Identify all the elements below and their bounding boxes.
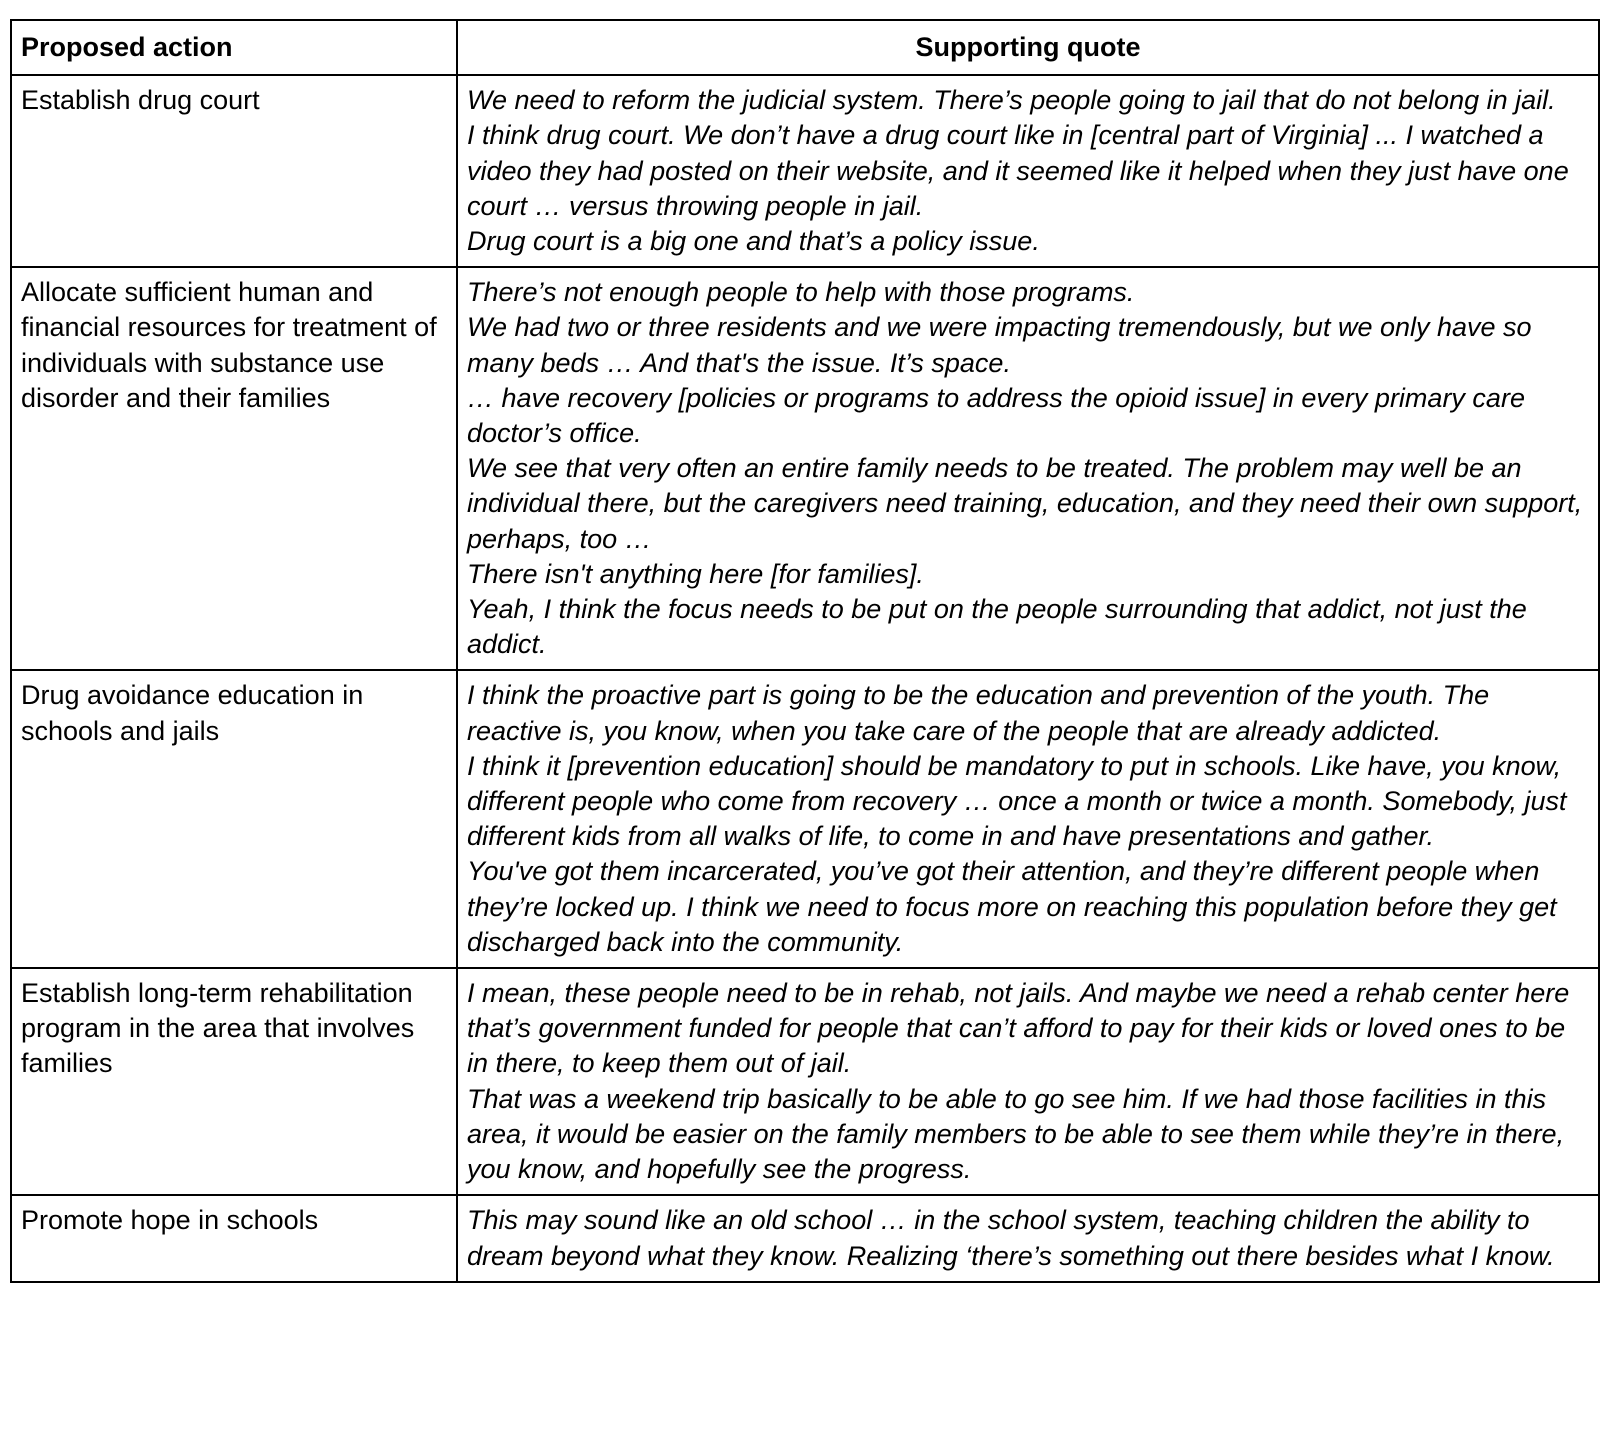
quote-line: Drug court is a big one and that’s a policy issue. — [467, 226, 1040, 257]
quote-line: I think it [prevention education] should be mandatory to put in schools. Like have, you know, different people who come from recovery … once a month or twice a month. Somebody, just different kids from all walks of life, to come in and have presentations and gather. — [467, 750, 1567, 852]
supporting-quote-cell — [457, 75, 1599, 267]
quote-line: There isn't anything here [for families]. — [467, 558, 924, 589]
quote-line: Yeah, I think the focus needs to be put on the people surrounding that addict, not just the addict. — [467, 594, 1527, 660]
table-header — [11, 20, 1599, 75]
proposed-action-cell: Promote hope in schools — [11, 1195, 457, 1281]
header-proposed-action: Proposed action — [11, 20, 457, 75]
supporting-quote-cell — [457, 1195, 1599, 1281]
quote-line: I think drug court. We don’t have a drug court like in [central part of Virginia] ... I watched a video they had posted on their website, and it seemed like it helped when they just have one court … versus throwing people in jail. — [467, 120, 1569, 221]
proposed-actions-table — [10, 19, 1600, 1283]
quote-line: That was a weekend trip basically to be able to go see him. If we had those facilities in this area, it would be easier on the family members to be able to see them while they’re in there, you know, and hopefully see the progress. — [467, 1083, 1565, 1185]
table-row — [11, 968, 1599, 1195]
quote-line: We had two or three residents and we were impacting tremendously, but we only have so many beds … And that's the issue. It’s space. — [467, 312, 1532, 378]
quote-line: We see that very often an entire family needs to be treated. The problem may well be an individual there, but the caregivers need training, education, and they need their own support, perhaps, too … — [467, 453, 1583, 554]
supporting-quote-cell — [457, 670, 1599, 968]
quote-line: This may sound like an old school … in the school system, teaching children the ability to dream beyond what they know. Realizing ‘there’s something out there besides what I know. — [467, 1205, 1555, 1271]
header-row — [11, 20, 1599, 75]
header-supporting-quote: Supporting quote — [457, 20, 1599, 75]
supporting-quote-cell — [457, 267, 1599, 670]
quote-line: You've got them incarcerated, you’ve got their attention, and they’re different people when they’re locked up. I think we need to focus more on reaching this population before they get discharged back into the community. — [467, 856, 1557, 957]
table-body — [11, 75, 1599, 1282]
proposed-action-cell: Establish long-term rehabilitation program in the area that involves families — [11, 968, 457, 1195]
table-row — [11, 267, 1599, 670]
quote-line: I think the proactive part is going to be the education and prevention of the youth. The reactive is, you know, when you take care of the people that are already addicted. — [467, 680, 1490, 746]
table-row — [11, 670, 1599, 968]
proposed-action-cell: Establish drug court — [11, 75, 457, 267]
proposed-action-cell: Drug avoidance education in schools and jails — [11, 670, 457, 968]
quote-line: I mean, these people need to be in rehab, not jails. And maybe we need a rehab center here that’s government funded for people that can’t afford to pay for their kids or loved ones to be in there, to keep them out of jail. — [467, 978, 1570, 1079]
table-row — [11, 75, 1599, 267]
quote-line: There’s not enough people to help with those programs. — [467, 277, 1135, 308]
supporting-quote-cell — [457, 968, 1599, 1195]
table-row — [11, 1195, 1599, 1281]
quote-line: We need to reform the judicial system. There’s people going to jail that do not belong in jail. — [467, 85, 1556, 116]
quote-line: … have recovery [policies or programs to address the opioid issue] in every primary care doctor’s office. — [467, 382, 1525, 449]
proposed-action-cell: Allocate sufficient human and financial resources for treatment of individuals with substance use disorder and their families — [11, 267, 457, 670]
